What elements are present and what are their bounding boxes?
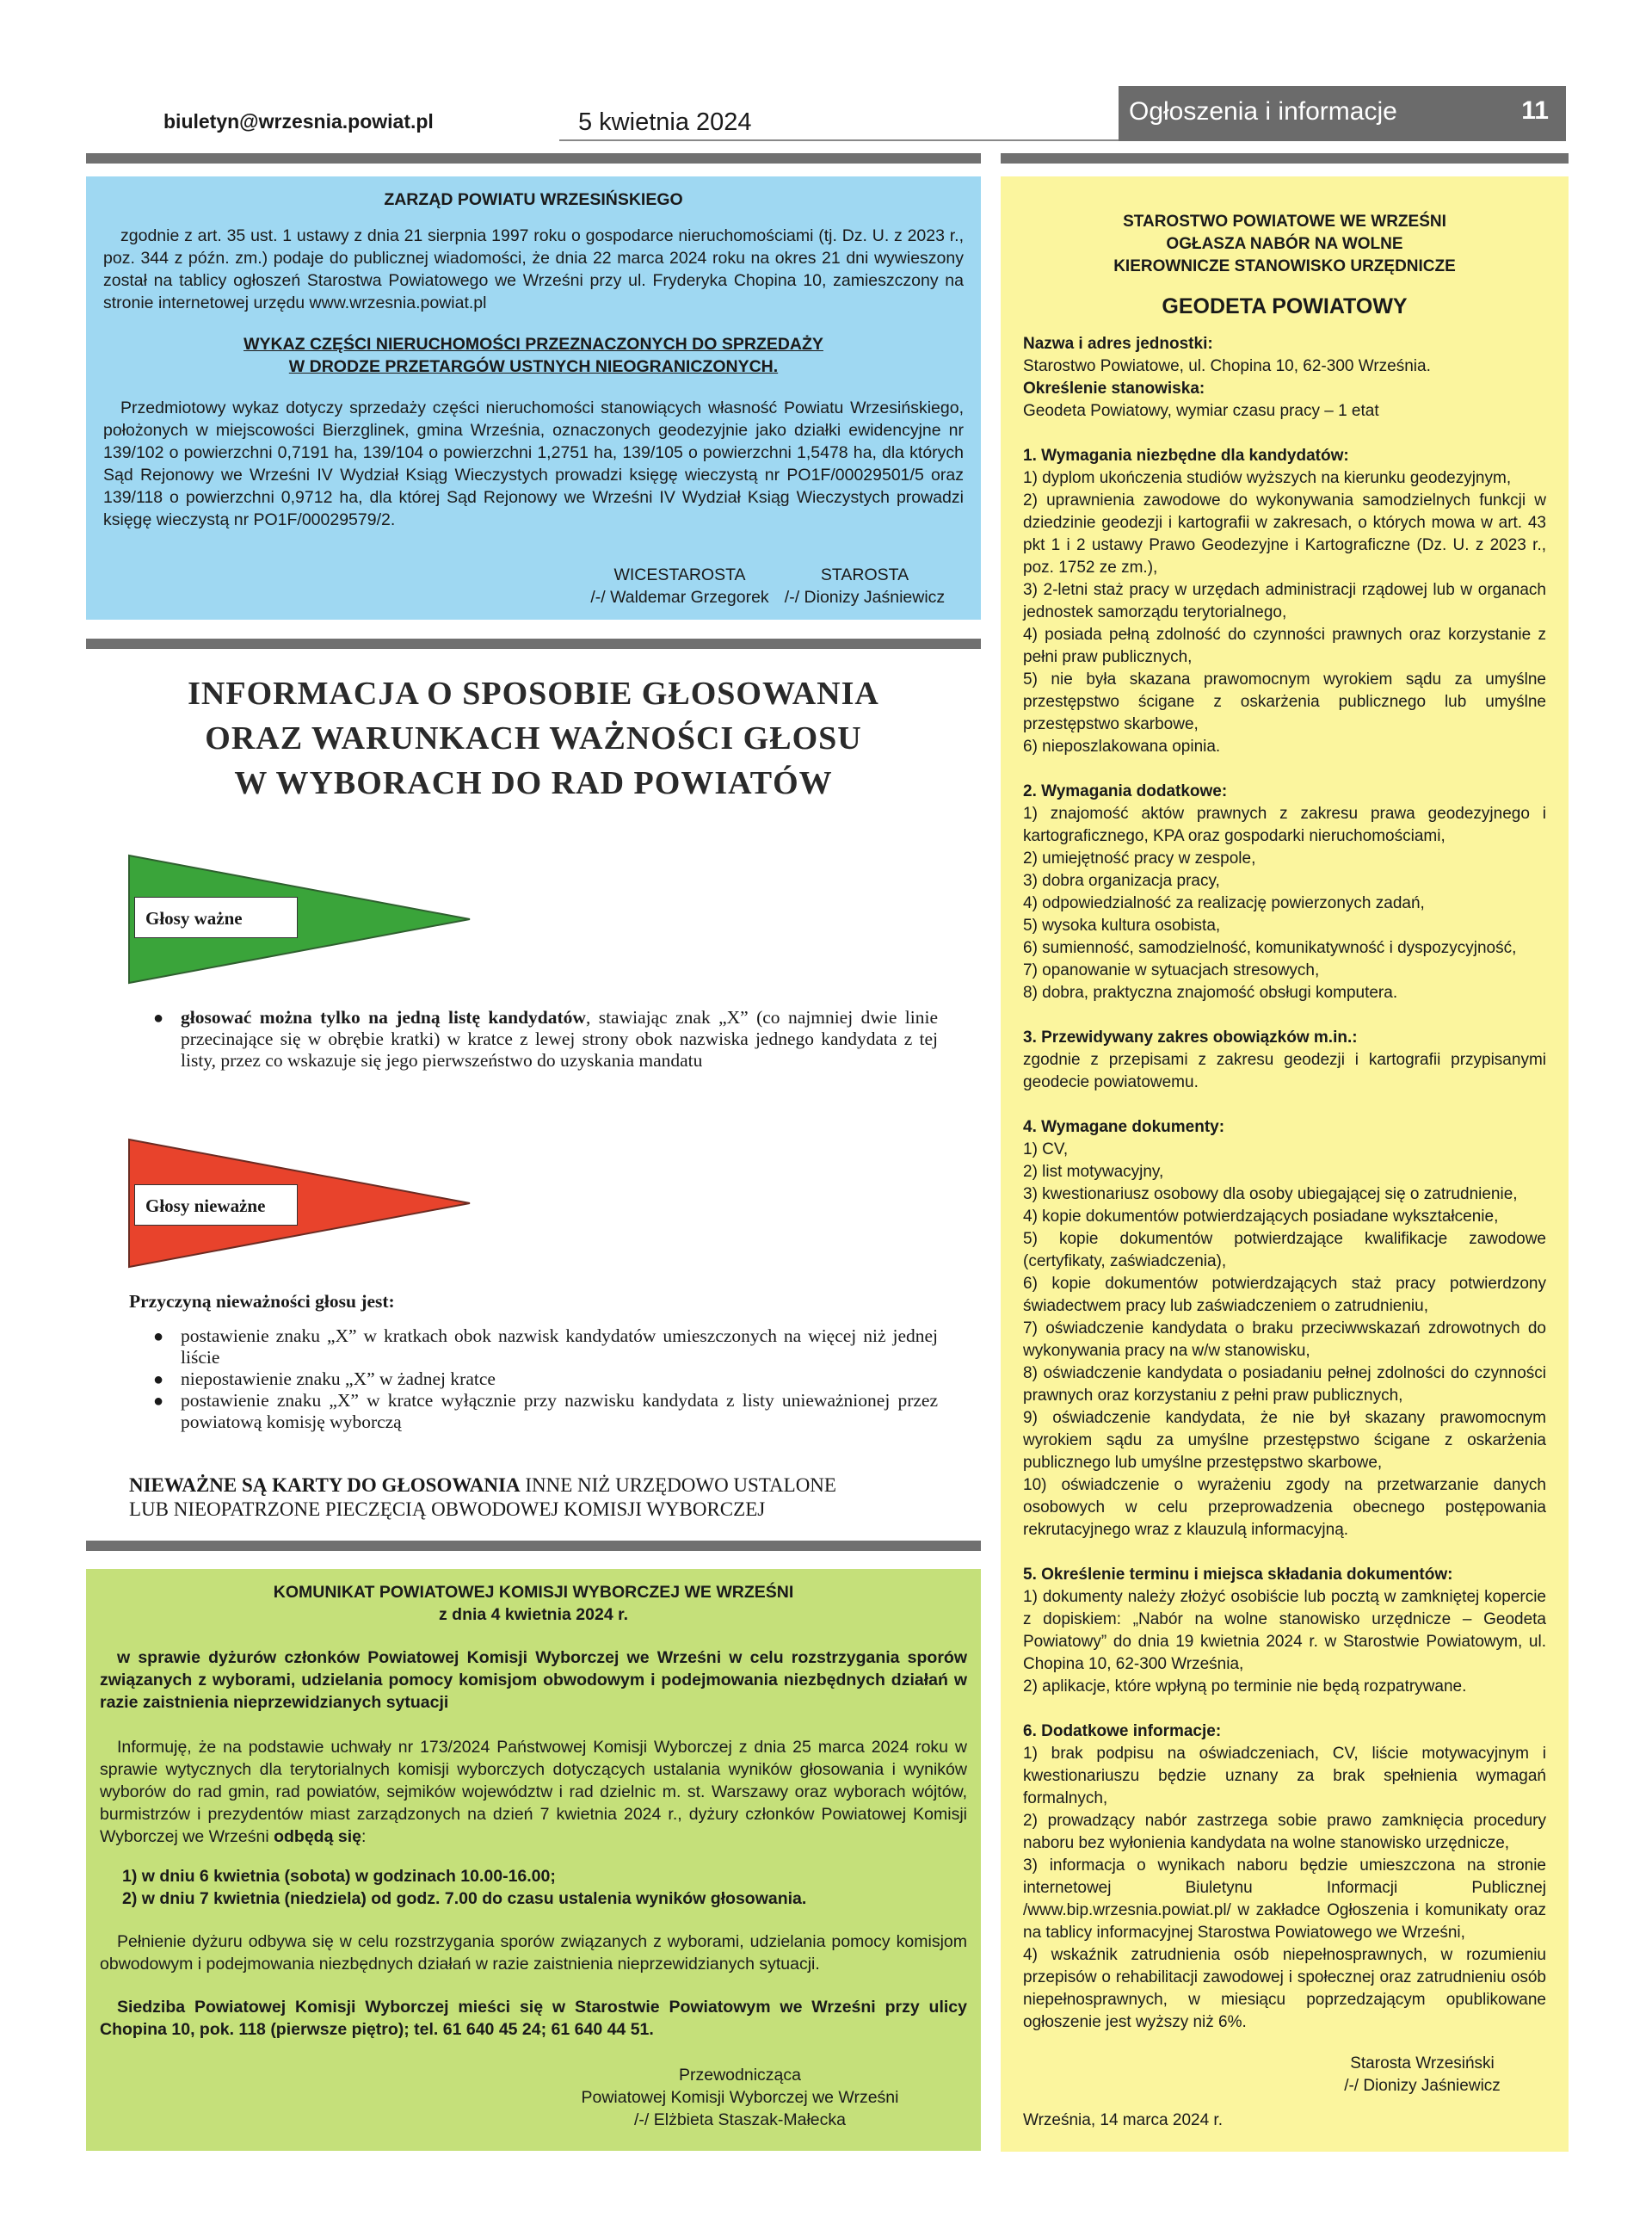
bullet-dot: ● <box>153 1009 164 1028</box>
komunikat-sig-1: Przewodnicząca <box>679 2066 801 2085</box>
komunikat-sig-3: /-/ Elżbieta Staszak-Małecka <box>633 2110 846 2129</box>
nabor-s6-item: 1) brak podpisu na oświadczeniach, CV, liście motywacyjnym i kwestionariuszu będzie uznany za brak spełnienia wymagań formalnych, <box>1023 1745 1546 1807</box>
voting-info <box>86 654 981 1532</box>
nabor-heading-3: KIEROWNICZE STANOWISKO URZĘDNICZE <box>1113 257 1456 275</box>
nabor-s4-item: 3) kwestionariusz osobowy dla osoby ubiegającej się o zatrudnienie, <box>1023 1185 1518 1203</box>
nabor-post-label: Określenie stanowiska: <box>1023 380 1205 398</box>
nabor-sig-2: /-/ Dionizy Jaśniewicz <box>1344 2077 1501 2095</box>
nabor-s2-item: 2) umiejętność pracy w zespole, <box>1023 849 1256 868</box>
signature-starosta <box>749 564 981 608</box>
invalid-reason-1: postawienie znaku „X” w kratkach obok nazwisk kandydatów umieszczonych na więcej niż jednej liście <box>181 1325 938 1368</box>
header-email: biuletyn@wrzesnia.powiat.pl <box>163 110 434 133</box>
komunikat-body-1-end: : <box>361 1827 367 1846</box>
invalid-reason-2: niepostawienie znaku „X” w żadnej kratce <box>181 1368 496 1389</box>
nabor-signature <box>1293 2053 1551 2097</box>
komunikat-body-1-text: Informuję, że na podstawie uchwały nr 173/2024 Państwowej Komisji Wyborczej z dnia 25 marca 2024 roku w sprawie wytycznych dla terytorialnych komisji wyborczych dotyczących ustalania wyników głosowania i wyników wyborów do rad gmin, rad powiatów, sejmików województw i rad dzielnic m. st. Warszawy oraz wyborach wójtów, burmistrzów i prezydentów miast zarządzonych na dzień 7 kwietnia 2024 r., dyżury członków Powiatowej Komisji Wyborczej we Wrześni <box>100 1738 967 1846</box>
nabor-sig-1: Starosta Wrzesiński <box>1350 2054 1495 2072</box>
voting-footer-rest-2: LUB NIEOPATRZONE PIECZĘCIĄ OBWODOWEJ KOMISJI WYBORCZEJ <box>129 1498 766 1520</box>
nabor-s5-title: 5. Określenie terminu i miejsca składania dokumentów: <box>1023 1566 1453 1584</box>
invalid-votes-pennant <box>127 1138 472 1269</box>
zarzad-notice <box>86 176 981 620</box>
header-rule <box>559 139 1119 141</box>
nabor-s5-item: 2) aplikacje, które wpłyną po terminie nie będą rozpatrywane. <box>1023 1677 1467 1696</box>
nabor-heading-1: STAROSTWO POWIATOWE WE WRZEŚNI <box>1123 213 1446 231</box>
nabor-s1-item: 5) nie była skazana prawomocnym wyrokiem sądu za umyślne przestępstwo ścigane z oskarżenia publicznego lub umyślne przestępstwo skarbowe, <box>1023 670 1546 733</box>
komunikat-heading-1: KOMUNIKAT POWIATOWEJ KOMISJI WYBORCZEJ WE WRZEŚNI <box>273 1583 794 1602</box>
zarzad-heading: ZARZĄD POWIATU WRZESIŃSKIEGO <box>384 190 683 209</box>
nabor-s4-item: 9) oświadczenie kandydata, że nie był skazany prawomocnym wyrokiem sądu za umyślne przestępstwo ścigane z oskarżenia publicznego lub umyślne przestępstwo skarbowe, <box>1023 1409 1546 1472</box>
komunikat-body-1-bold: odbędą się <box>274 1827 361 1846</box>
voting-footer-bold: NIEWAŻNE SĄ KARTY DO GŁOSOWANIA <box>129 1474 521 1496</box>
nabor-post-value: Geodeta Powiatowy, wymiar czasu pracy – 1 etat <box>1023 402 1379 420</box>
nabor-s6-item: 2) prowadzący nabór zastrzega sobie prawo zamknięcia procedury naboru bez wyłonienia kandydata na wolne stanowisko urzędnicze, <box>1023 1812 1546 1852</box>
nabor-s6-item: 4) wskaźnik zatrudnienia osób niepełnosprawnych, w rozumieniu przepisów o rehabilitacji zawodowej i społecznej oraz zatrudnieniu osób niepełnosprawnych, w miesiącu poprzedzającym opublikowane ogłoszenie jest wyższy niż 6%. <box>1023 1946 1546 2031</box>
nabor-s4-item: 6) kopie dokumentów potwierdzających staż pracy potwierdzony świadectwem pracy lub zaświadczeniem o zatrudnieniu, <box>1023 1275 1546 1315</box>
divider-left-mid <box>86 639 981 649</box>
voting-footer-rest-1: INNE NIŻ URZĘDOWO USTALONE <box>520 1474 836 1496</box>
komunikat-duty-1: 1) w dniu 6 kwietnia (sobota) w godzinach 10.00-16.00; <box>122 1867 556 1886</box>
nabor-s6-item: 3) informacja o wynikach naboru będzie umieszczona na stronie internetowej Biuletynu Informacji Publicznej /www.bip.wrzesnia.powiat.pl/ w zakładce Ogłoszenia i komunikaty oraz na tablicy informacyjnej Starostwa Powiatowego we Wrześni, <box>1023 1856 1546 1942</box>
zarzad-subheading-1: WYKAZ CZĘŚCI NIERUCHOMOŚCI PRZEZNACZONYCH DO SPRZEDAŻY <box>243 335 823 354</box>
voting-title-line-1: INFORMACJA O SPOSOBIE GŁOSOWANIA <box>188 676 879 712</box>
nabor-s4-list <box>1023 1139 1546 1541</box>
invalid-reason-heading: Przyczyną nieważności głosu jest: <box>129 1291 395 1312</box>
voting-title <box>86 671 981 806</box>
zarzad-intro: zgodnie z art. 35 ust. 1 ustawy z dnia 21 sierpnia 1997 roku o gospodarce nieruchomościami (tj. Dz. U. z 2023 r., poz. 344 z późn. zm.) podaje do publicznej wiadomości, że dnia 22 marca 2024 roku na okres 21 dni wywieszony został na tablicy ogłoszeń Starostwa Powiatowego we Wrześni przy ul. Fryderyka Chopina 10, zamieszczony na stronie internetowej urzędu www.wrzesnia.powiat.pl <box>103 226 964 312</box>
signature-starosta-name: /-/ Dionizy Jaśniewicz <box>784 588 946 607</box>
nabor-s4-item: 8) oświadczenie kandydata o posiadaniu pełnej zdolności do czynności prawnych oraz korzystaniu z pełni praw publicznych, <box>1023 1364 1546 1405</box>
signature-vice-name: /-/ Waldemar Grzegorek <box>590 588 769 607</box>
nabor-s1-item: 4) posiada pełną zdolność do czynności prawnych oraz korzystanie z pełni praw publicznych, <box>1023 626 1546 666</box>
nabor-s1-item: 6) nieposzlakowana opinia. <box>1023 738 1221 756</box>
nabor-notice <box>1001 176 1569 2152</box>
page-number: 11 <box>1521 96 1549 125</box>
header-date: 5 kwietnia 2024 <box>578 108 752 136</box>
nabor-s1-item: 1) dyplom ukończenia studiów wyższych na kierunku geodezyjnym, <box>1023 469 1512 487</box>
section-title: Ogłoszenia i informacje <box>1129 97 1397 126</box>
valid-rule-text: , stawiając znak „X” (co najmniej dwie linie przecinające się w obrębie kratki) w kratce z lewej strony obok nazwiska jednego kandydata z tej listy, przez co wskazuje się jego pierwszeństwo do uzyskania mandatu <box>181 1007 939 1071</box>
nabor-s1-list <box>1023 467 1546 758</box>
nabor-s4-item: 1) CV, <box>1023 1140 1069 1158</box>
nabor-s2-item: 6) sumienność, samodzielność, komunikatywność i dyspozycyjność, <box>1023 939 1517 957</box>
nabor-s2-item: 5) wysoka kultura osobista, <box>1023 917 1221 935</box>
komunikat-signature <box>568 2064 912 2131</box>
komunikat-sig-2: Powiatowej Komisji Wyborczej we Wrześni <box>581 2088 899 2107</box>
nabor-s4-item: 5) kopie dokumentów potwierdzające kwalifikacje zawodowe (certyfikaty, zaświadczenia), <box>1023 1230 1546 1270</box>
bullet-dot: ● <box>153 1392 164 1411</box>
nabor-s2-item: 8) dobra, praktyczna znajomość obsługi komputera. <box>1023 984 1398 1002</box>
nabor-heading-2: OGŁASZA NABÓR NA WOLNE <box>1166 235 1403 253</box>
komunikat-subject: w sprawie dyżurów członków Powiatowej Komisji Wyborczej we Wrześni w celu rozstrzygania sporów związanych z wyborami, udzielania pomocy komisjom obwodowym i podejmowania niezbędnych działań w razie zaistnienia nieprzewidzianych sytuacji <box>100 1648 967 1712</box>
divider-left-top <box>86 153 981 164</box>
nabor-s1-item: 2) uprawnienia zawodowe do wykonywania samodzielnych funkcji w dziedzinie geodezji i kartografii w zakresach, o których mowa w art. 43 pkt 1 i 2 ustawy Prawo Geodezyjne i Kartograficzne (Dz. U. z 2023 r., poz. 1752 ze zm.), <box>1023 491 1546 577</box>
komunikat-notice <box>86 1569 981 2151</box>
nabor-s1-title: 1. Wymagania niezbędne dla kandydatów: <box>1023 447 1349 465</box>
valid-votes-label: Głosy ważne <box>134 897 298 938</box>
nabor-place-date: Września, 14 marca 2024 r. <box>1023 2111 1223 2129</box>
nabor-s4-item: 7) oświadczenie kandydata o braku przeciwwskazań zdrowotnych do wykonywania pracy na w/w stanowisku, <box>1023 1319 1546 1360</box>
nabor-s2-item: 1) znajomość aktów prawnych z zakresu prawa geodezyjnego i kartograficznego, KPA oraz gospodarki nieruchomościami, <box>1023 805 1546 845</box>
nabor-s4-title: 4. Wymagane dokumenty: <box>1023 1118 1225 1136</box>
nabor-s2-item: 7) opanowanie w sytuacjach stresowych, <box>1023 961 1320 979</box>
valid-votes-pennant <box>127 854 472 985</box>
nabor-unit-value: Starostwo Powiatowe, ul. Chopina 10, 62-300 Września. <box>1023 357 1431 375</box>
divider-left-bottom <box>86 1541 981 1551</box>
voting-title-line-2: ORAZ WARUNKACH WAŻNOŚCI GŁOSU <box>205 720 862 757</box>
nabor-s4-item: 10) oświadczenie o wyrażeniu zgody na przetwarzanie danych osobowych w celu przeprowadzenia obecnego postępowania rekrutacyjnego wraz z klauzulą informacyjną. <box>1023 1476 1546 1539</box>
nabor-s1-item: 3) 2-letni staż pracy w urzędach administracji rządowej lub w organach jednostek samorządu terytorialnego, <box>1023 581 1546 621</box>
nabor-position: GEODETA POWIATOWY <box>1162 294 1408 318</box>
komunikat-heading-2: z dnia 4 kwietnia 2024 r. <box>438 1605 629 1624</box>
zarzad-body: Przedmiotowy wykaz dotyczy sprzedaży części nieruchomości stanowiących własność Powiatu Wrzesińskiego, położonych w miejscowości Bierzglinek, gmina Września, oznaczonych geodezyjnie jako działki ewidencyjne nr 139/102 o powierzchni 0,7191 ha, 139/104 o powierzchni 1,2751 ha, 139/105 o powierzchni 1,5478 ha, dla których Sąd Rejonowy we Wrześni IV Wydział Ksiąg Wieczystych prowadzi księgę wieczystą nr PO1F/00029501/5 oraz 139/118 o powierzchni 0,9712 ha, dla której Sąd Rejonowy we Wrześni IV Wydział Ksiąg Wieczystych prowadzi księgę wieczystą nr PO1F/00029579/2. <box>103 398 964 529</box>
zarzad-subheading-2: W DRODZE PRZETARGÓW USTNYCH NIEOGRANICZONYCH. <box>288 357 779 376</box>
section-bar <box>1119 86 1566 141</box>
komunikat-body-2: Pełnienie dyżuru odbywa się w celu rozstrzygania sporów związanych z wyborami, udzielania pomocy komisjom obwodowym i podejmowania niezbędnych działań w razie zaistnienia nieprzewidzianych sytuacji. <box>100 1932 967 1974</box>
nabor-s2-item: 4) odpowiedzialność za realizację powierzonych zadań, <box>1023 894 1425 912</box>
bullet-dot: ● <box>153 1370 164 1389</box>
signature-starosta-title: STAROSTA <box>820 565 909 584</box>
bullet-dot: ● <box>153 1327 164 1346</box>
voting-title-line-3: W WYBORACH DO RAD POWIATÓW <box>234 765 833 801</box>
invalid-votes-label: Głosy nieważne <box>134 1184 298 1226</box>
nabor-unit-label: Nazwa i adres jednostki: <box>1023 335 1213 353</box>
nabor-s3-text: zgodnie z przepisami z zakresu geodezji i kartografii przypisanymi geodecie powiatowemu. <box>1023 1051 1546 1091</box>
nabor-s2-title: 2. Wymagania dodatkowe: <box>1023 782 1228 800</box>
komunikat-seat: Siedziba Powiatowej Komisji Wyborczej mieści się w Starostwie Powiatowym we Wrześni przy ulicy Chopina 10, pok. 118 (pierwsze piętro); tel. 61 640 45 24; 61 640 44 51. <box>100 1998 967 2039</box>
nabor-s6-title: 6. Dodatkowe informacje: <box>1023 1722 1222 1740</box>
divider-right-top <box>1001 153 1569 164</box>
voting-footer <box>129 1473 981 1522</box>
komunikat-duty-2: 2) w dniu 7 kwietnia (niedziela) od godz. 7.00 do czasu ustalenia wyników głosowania. <box>122 1889 807 1908</box>
valid-votes-rule <box>181 1007 938 1072</box>
nabor-s5-list <box>1023 1586 1546 1698</box>
nabor-s4-item: 4) kopie dokumentów potwierdzających posiadane wykształcenie, <box>1023 1208 1499 1226</box>
nabor-s3-title: 3. Przewidywany zakres obowiązków m.in.: <box>1023 1029 1358 1047</box>
invalid-reason-3: postawienie znaku „X” w kratce wyłącznie przy nazwisku kandydata z listy unieważnionej przez powiatową komisję wyborczą <box>181 1390 938 1432</box>
signature-vice-title: WICESTAROSTA <box>613 565 746 584</box>
nabor-s2-list <box>1023 803 1546 1004</box>
nabor-s5-item: 1) dokumenty należy złożyć osobiście lub pocztą w zamkniętej kopercie z dopiskiem: „Nabór na wolne stanowisko urzędnicze – Geodeta Powiatowy” do dnia 19 kwietnia 2024 r. w Starostwie Powiatowym, ul. Chopina 10, 62-300 Września, <box>1023 1588 1546 1673</box>
komunikat-body-1 <box>100 1736 967 1848</box>
nabor-s4-item: 2) list motywacyjny, <box>1023 1163 1164 1181</box>
valid-rule-bold: głosować można tylko na jedną listę kandydatów <box>181 1007 586 1028</box>
nabor-s6-list <box>1023 1743 1546 2034</box>
nabor-s2-item: 3) dobra organizacja pracy, <box>1023 872 1220 890</box>
